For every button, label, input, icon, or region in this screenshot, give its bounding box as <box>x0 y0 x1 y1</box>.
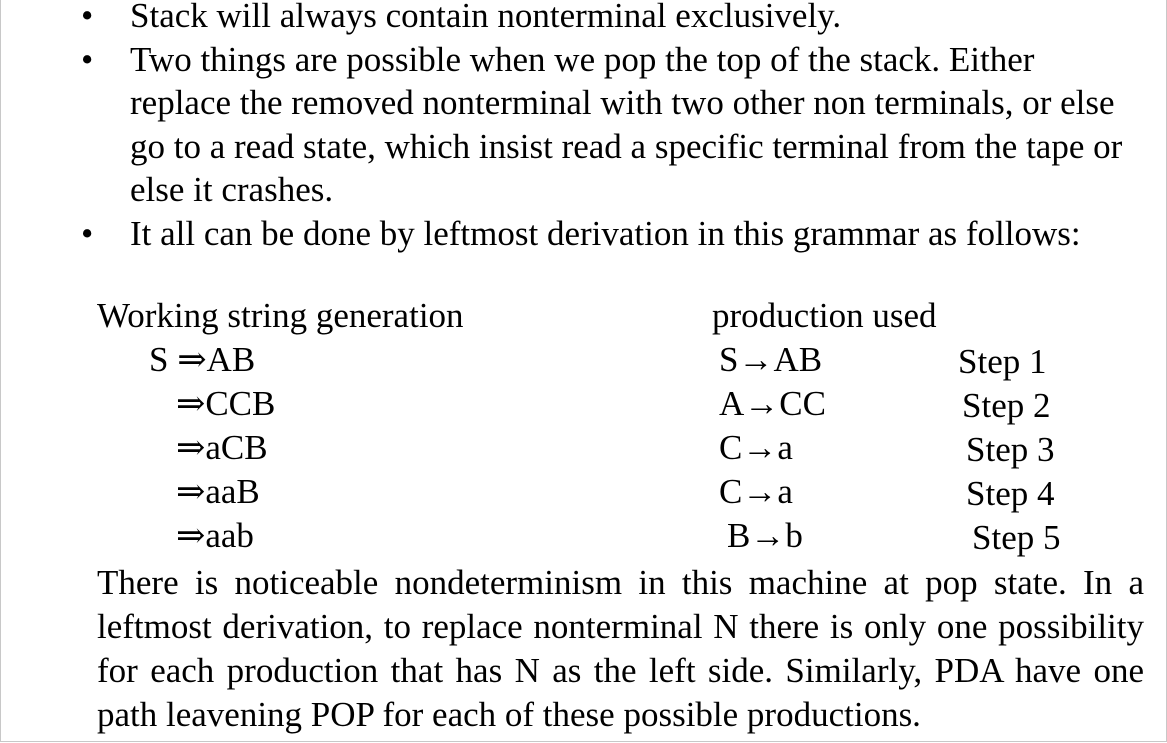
step-label-3: Step 3 <box>966 430 1055 469</box>
bullet-dot-icon: • <box>81 39 94 79</box>
production-step-1: S→AB <box>719 340 823 379</box>
bullet-item <box>81 212 1141 256</box>
bullet-item <box>81 38 1141 212</box>
bullet-dot-icon: • <box>81 213 94 253</box>
production-used-header: production used <box>712 296 937 335</box>
production-step-4: C→a <box>719 472 793 511</box>
bullet-dot-icon: • <box>81 0 94 35</box>
nondeterminism-paragraph: There is noticeable nondeterminism in this machine at pop state. In a leftmost derivation, to replace nonterminal N there is only one possibility for each production that has N as the left side. Similarly, PDA have one path leavening POP for each of these possible productions. <box>97 563 1144 734</box>
bullet-text: Stack will always contain nonterminal exclusively. <box>130 0 842 35</box>
bullet-list <box>81 0 1141 255</box>
working-string-step-1: S ⇒AB <box>149 340 256 379</box>
working-string-step-5: ⇒aab <box>176 516 254 555</box>
bullet-item <box>81 0 1141 38</box>
production-step-2: A→CC <box>719 384 826 423</box>
step-label-2: Step 2 <box>962 386 1051 425</box>
step-label-1: Step 1 <box>958 342 1047 381</box>
working-string-header: Working string generation <box>97 296 464 335</box>
step-label-5: Step 5 <box>972 518 1061 557</box>
production-step-5: B→b <box>727 516 803 555</box>
working-string-step-3: ⇒aCB <box>176 428 268 467</box>
step-label-4: Step 4 <box>966 474 1055 513</box>
working-string-step-2: ⇒CCB <box>176 384 276 423</box>
bullet-text: It all can be done by leftmost derivation in this grammar as follows: <box>130 213 1081 253</box>
bullet-text: Two things are possible when we pop the top of the stack. Either replace the removed nonterminal with two other non terminals, or else go to a read state, which insist read a specific terminal from the tape or else it crashes. <box>130 39 1123 209</box>
working-string-step-4: ⇒aaB <box>176 472 260 511</box>
production-step-3: C→a <box>719 428 793 467</box>
